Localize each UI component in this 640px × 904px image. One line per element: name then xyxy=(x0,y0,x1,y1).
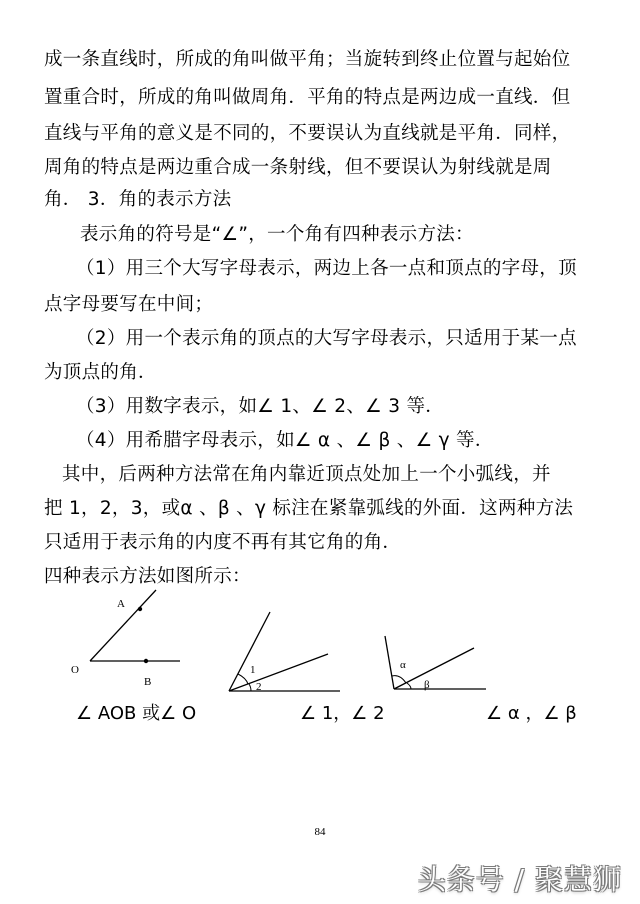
arc-beta xyxy=(407,683,411,689)
point-b xyxy=(144,659,148,663)
figure-angle-alpha-beta xyxy=(380,636,490,696)
label-2: 2 xyxy=(256,681,262,693)
left-ray xyxy=(385,636,394,689)
caption-fig2: ∠ 1，∠ 2 xyxy=(300,703,385,724)
text-line: （4）用希腊字母表示，如∠ α 、∠ β 、∠ γ 等． xyxy=(76,430,494,451)
label-a: A xyxy=(117,598,125,610)
text-line: 直线与平角的意义是不同的，不要误认为直线就是平角．同样， xyxy=(44,123,571,144)
label-o: O xyxy=(71,664,79,676)
text-line: 点字母要写在中间； xyxy=(44,294,214,315)
text-line: （3）用数字表示，如∠ 1、∠ 2、∠ 3 等． xyxy=(76,396,445,417)
text-line: 周角的特点是两边重合成一条射线，但不要误认为射线就是周 xyxy=(44,157,552,178)
text-line: 为顶点的角． xyxy=(44,362,157,383)
label-1: 1 xyxy=(250,664,256,676)
text-line: 置重合时，所成的角叫做周角．平角的特点是两边成一直线．但 xyxy=(44,87,571,108)
text-line: （1）用三个大写字母表示，两边上各一点和顶点的字母，顶 xyxy=(76,258,577,279)
label-b: B xyxy=(144,676,152,688)
text-line: 表示角的符号是“∠”，一个角有四种表示方法： xyxy=(80,224,474,245)
section-heading: 角． 3．角的表示方法 xyxy=(44,189,232,210)
label-alpha: α xyxy=(400,659,406,671)
arc-1 xyxy=(238,674,248,684)
point-a xyxy=(138,607,142,611)
text-line: 四种表示方法如图所示： xyxy=(44,566,251,587)
upper-ray xyxy=(229,612,270,691)
text-line: 其中，后两种方法常在角内靠近顶点处加上一个小弧线，并 xyxy=(62,464,551,485)
arc-2 xyxy=(249,684,251,691)
caption-fig3: ∠ α ，∠ β xyxy=(486,703,577,724)
caption-fig1: ∠ AOB 或∠ O xyxy=(76,703,197,724)
text-line: 成一条直线时，所成的角叫做平角；当旋转到终止位置与起始位 xyxy=(44,49,571,70)
arc-alpha xyxy=(392,676,406,683)
text-line: 把 1，2，3，或α 、β 、γ 标注在紧靠弧线的外面．这两种方法 xyxy=(44,498,574,519)
figure-angle-1-2 xyxy=(224,612,344,696)
figure-angle-aob xyxy=(60,590,200,700)
page-number: 84 xyxy=(314,826,326,838)
label-beta: β xyxy=(424,679,430,691)
middle-ray xyxy=(229,654,328,691)
watermark: 头条号 / 聚慧狮 xyxy=(417,863,622,896)
text-line: （2）用一个表示角的顶点的大写字母表示，只适用于某一点 xyxy=(76,328,577,349)
text-line: 只适用于表示角的内度不再有其它角的角． xyxy=(44,532,402,553)
